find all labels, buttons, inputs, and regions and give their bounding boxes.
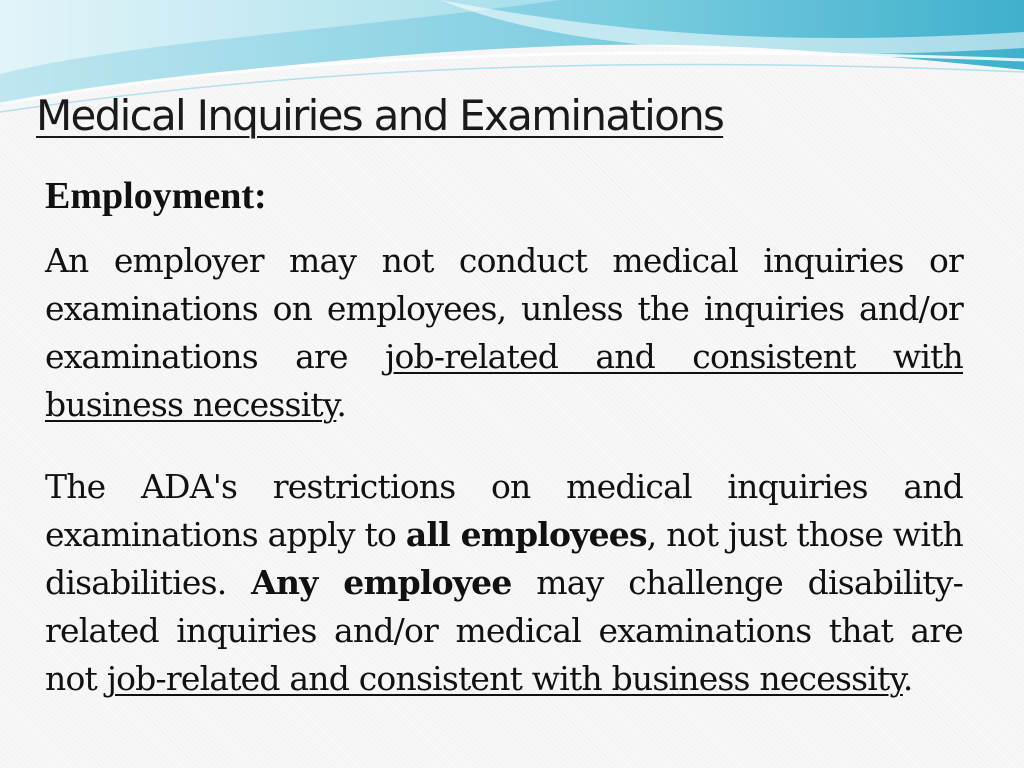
underlined-phrase: job-related and consistent with business necessity [45,337,963,424]
underlined-phrase: job-related and consistent with business necessity [106,659,903,698]
paragraph-period: . [902,659,913,698]
paragraph-text: An employer may not conduct medical inquiries or examinations on employees, unless the inquiries and/or examinations are [45,241,963,376]
paragraph-text: , not just those with disabilities. [45,515,963,602]
slide-body [45,168,963,703]
section-heading: Employment: [45,175,267,217]
paragraph-employer-restriction [45,237,963,429]
paragraph-text: The ADA's restrictions on medical inquiries and examinations apply to [45,467,963,554]
bold-phrase-any-employee: Any employee [251,563,512,602]
paragraph-text: may challenge disability-related inquiries and/or medical examinations that are not [45,563,963,698]
page-title: Medical Inquiries and Examinations [36,91,724,140]
paragraph-ada-restrictions [45,463,963,703]
paragraph-period: . [336,385,347,424]
bold-phrase-all-employees: all employees [405,515,647,554]
